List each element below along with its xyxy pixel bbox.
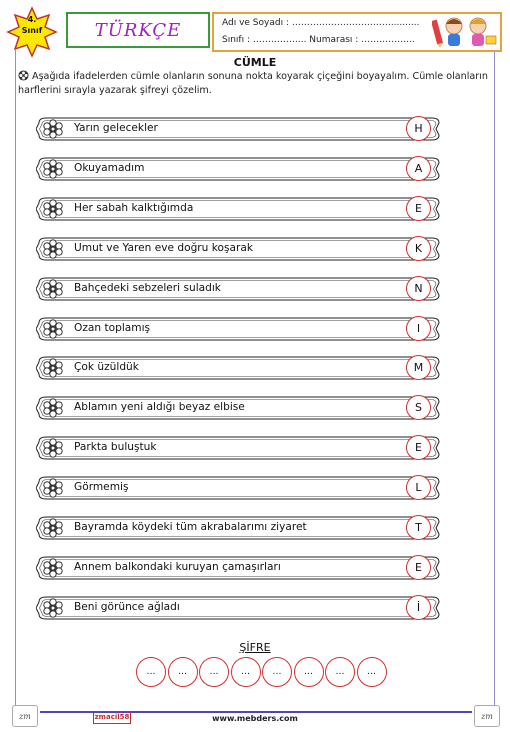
sentence-text: Ablamın yeni aldığı beyaz elbise xyxy=(74,401,245,414)
sentence-text: Bahçedeki sebzeleri suladık xyxy=(74,281,221,294)
letter-circle: T xyxy=(406,515,431,540)
password-slots xyxy=(136,657,388,689)
instructions xyxy=(18,70,496,98)
sentence-row xyxy=(36,436,440,460)
subject-title: TÜRKÇE xyxy=(94,19,182,41)
flower-icon[interactable] xyxy=(39,518,67,538)
sentence-text: Her sabah kalktığımda xyxy=(74,201,194,214)
sentence-row xyxy=(36,516,440,540)
right-border-line xyxy=(494,50,495,705)
letter-circle: L xyxy=(406,475,431,500)
sentence-row xyxy=(36,237,440,261)
footer-url[interactable]: www.mebders.com xyxy=(212,714,298,723)
page-title: CÜMLE xyxy=(233,56,277,69)
sentence-row xyxy=(36,317,440,341)
flower-icon[interactable] xyxy=(39,199,67,219)
flower-icon[interactable] xyxy=(39,558,67,578)
sentence-row xyxy=(36,476,440,500)
sentence-text: Ozan toplamış xyxy=(74,321,151,334)
letter-circle: A xyxy=(406,156,431,181)
password-slot[interactable]: … xyxy=(231,657,261,687)
password-slot[interactable]: … xyxy=(262,657,292,687)
sentence-row xyxy=(36,596,440,620)
instructions-text: Aşağıda ifadelerden cümle olanların sonuna nokta koyarak çiçeğini boyayalım. Cümle olanların harflerini sırayla yazarak şifreyi çözelim. xyxy=(18,71,488,96)
sentence-row xyxy=(36,197,440,221)
flower-icon[interactable] xyxy=(39,398,67,418)
flower-icon[interactable] xyxy=(39,319,67,339)
letter-circle: E xyxy=(406,435,431,460)
sentence-text: Umut ve Yaren eve doğru koşarak xyxy=(74,241,253,254)
flower-icon[interactable] xyxy=(39,239,67,259)
sentence-text: Görmemiş xyxy=(74,481,129,494)
letter-circle: I xyxy=(406,316,431,341)
letter-circle: E xyxy=(406,196,431,221)
subject-box xyxy=(66,12,210,48)
flower-icon[interactable] xyxy=(39,438,67,458)
flower-icon[interactable] xyxy=(39,279,67,299)
footer-tag: zmacil58 xyxy=(94,713,130,721)
sentence-text: Yarın gelecekler xyxy=(74,122,158,134)
flower-icon[interactable] xyxy=(39,358,67,378)
password-slot[interactable]: … xyxy=(294,657,324,687)
sentence-text: Okuyamadım xyxy=(74,161,145,174)
letter-circle: H xyxy=(406,116,431,141)
sentence-row xyxy=(36,356,440,380)
sentence-row xyxy=(36,556,440,580)
flower-icon[interactable] xyxy=(39,119,67,139)
sentence-row xyxy=(36,277,440,301)
name-field[interactable]: Adı ve Soyadı : …………………………….......... xyxy=(222,18,420,28)
letter-circle: E xyxy=(406,555,431,580)
left-border-line xyxy=(15,50,16,705)
sentence-row xyxy=(36,396,440,420)
flower-icon[interactable] xyxy=(39,159,67,179)
sentence-row xyxy=(36,117,440,141)
password-slot[interactable]: … xyxy=(136,657,166,687)
flower-bullet-icon xyxy=(18,70,29,81)
grade-badge-text xyxy=(6,14,58,36)
letter-circle: S xyxy=(406,395,431,420)
letter-circle: K xyxy=(406,236,431,261)
grade-number: 4. xyxy=(27,15,37,24)
password-slot[interactable]: … xyxy=(357,657,387,687)
letter-circle: M xyxy=(406,355,431,380)
sentence-text: Parkta buluştuk xyxy=(74,441,157,454)
password-slot[interactable]: … xyxy=(199,657,229,687)
sentence-text: Beni görünce ağladı xyxy=(74,600,180,613)
grade-label: Sınıf xyxy=(21,26,43,35)
password-title: ŞİFRE xyxy=(239,641,271,654)
password-slot[interactable]: … xyxy=(168,657,198,687)
flower-icon[interactable] xyxy=(39,478,67,498)
sentence-text: Çok üzüldük xyxy=(74,361,139,374)
kids-with-pencil-icon xyxy=(432,14,498,48)
sentence-row xyxy=(36,157,440,181)
corner-logo-left: zm xyxy=(12,705,38,727)
letter-circle: İ xyxy=(406,595,431,620)
sentence-text: Bayramda köydeki tüm akrabalarımı ziyaret xyxy=(74,521,307,533)
letter-circle: N xyxy=(406,276,431,301)
class-number-field[interactable]: Sınıfı : ……………... Numarası : ……………... xyxy=(222,35,415,45)
flower-icon[interactable] xyxy=(39,598,67,618)
sentence-text: Annem balkondaki kuruyan çamaşırları xyxy=(74,560,281,573)
password-slot[interactable]: … xyxy=(325,657,355,687)
corner-logo-right: zm xyxy=(474,705,500,727)
